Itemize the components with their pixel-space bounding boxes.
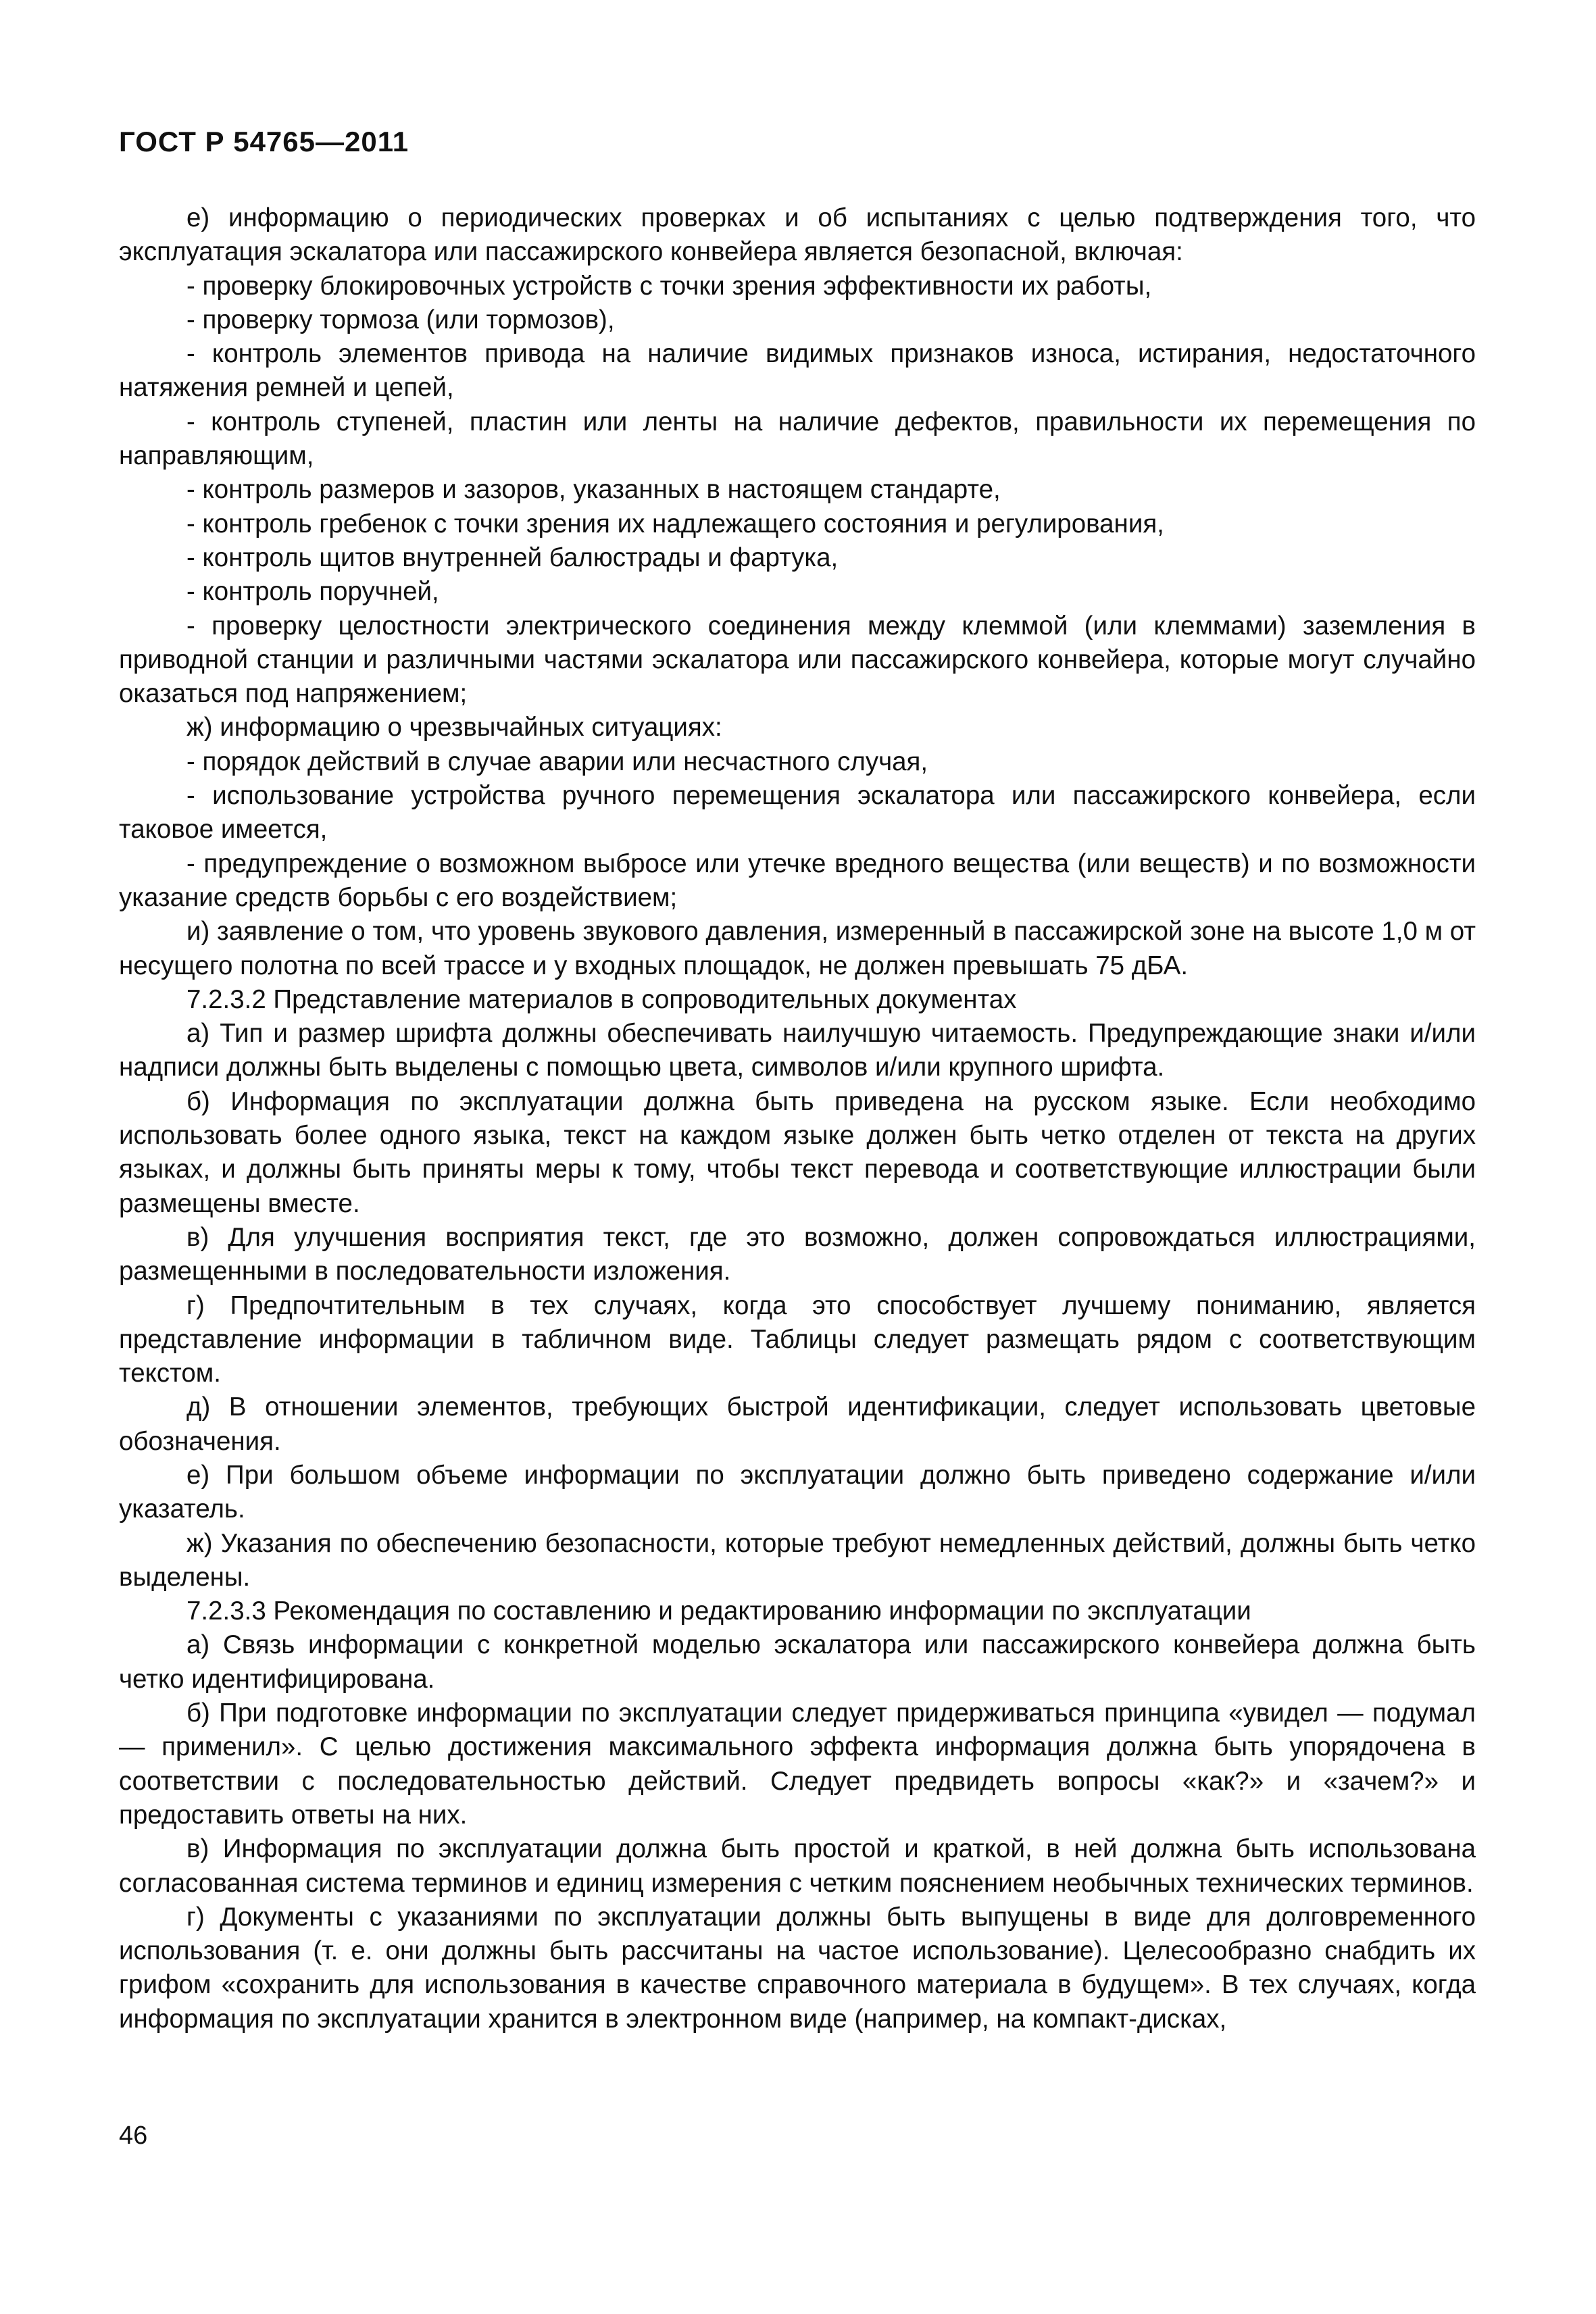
paragraph: г) Документы с указаниями по эксплуатации должны быть выпущены в виде для долговременного использования (т. е. они должны быть рассчитаны на частое использование). Целесообразно снабдить их грифом «сохранить для использования в качестве справочного материала в будущем». В тех случаях, когда информация по эксплуатации хранится в электронном виде (например, на компакт-дисках, (119, 1902, 1476, 2034)
paragraph: ж) информацию о чрезвычайных ситуациях: (186, 713, 722, 743)
paragraph: д) В отношении элементов, требующих быстрой идентификации, следует использовать цветовые обозначения. (119, 1392, 1476, 1456)
paragraph: - контроль элементов привода на наличие видимых признаков износа, истирания, недостаточного натяжения ремней и цепей, (119, 339, 1476, 403)
paragraph: и) заявление о том, что уровень звукового давления, измеренный в пассажирской зоне на высоте 1,0 м от несущего полотна по всей трассе и у входных площадок, не должен превышать 75 дБА. (119, 917, 1476, 980)
paragraph: е) информацию о периодических проверках и об испытаниях с целью подтверждения того, что эксплуатация эскалатора или пассажирского конвейера является безопасной, включая: (119, 203, 1476, 267)
paragraph: в) Для улучшения восприятия текст, где это возможно, должен сопровождаться иллюстрациями, размещенными в последовательности изложения. (119, 1222, 1476, 1286)
paragraph: - порядок действий в случае аварии или несчастного случая, (186, 747, 928, 776)
body-text (119, 201, 1476, 2036)
paragraph: - контроль щитов внутренней балюстрады и фартука, (186, 543, 839, 572)
paragraph: а) Связь информации с конкретной моделью эскалатора или пассажирского конвейера должна быть четко идентифицирована. (119, 1630, 1476, 1694)
paragraph: - использование устройства ручного перемещения эскалатора или пассажирского конвейера, если таковое имеется, (119, 781, 1476, 845)
paragraph: ж) Указания по обеспечению безопасности, которые требуют немедленных действий, должны быть четко выделены. (119, 1528, 1476, 1592)
paragraph: г) Предпочтительным в тех случаях, когда это способствует лучшему пониманию, является представление информации в табличном виде. Таблицы следует размещать рядом с соответствующим текстом. (119, 1290, 1476, 1388)
section-heading: 7.2.3.2 Представление материалов в сопроводительных документах (186, 984, 1017, 1014)
paragraph: а) Тип и размер шрифта должны обеспечивать наилучшую читаемость. Предупреждающие знаки и/или надписи должны быть выделены с помощью цвета, символов и/или крупного шрифта. (119, 1019, 1476, 1082)
paragraph: - контроль поручней, (186, 577, 439, 607)
page-number: 46 (119, 2121, 148, 2150)
paragraph: б) При подготовке информации по эксплуатации следует придерживаться принципа «увидел — подумал — применил». С целью достижения максимального эффекта информация должна быть упорядочена в соответствии с последовательностью действий. Следует предвидеть вопросы «как?» и «зачем?» и предоставить ответы на них. (119, 1699, 1476, 1830)
paragraph: е) При большом объеме информации по эксплуатации должно быть приведено содержание и/или указатель. (119, 1460, 1476, 1524)
paragraph: - предупреждение о возможном выбросе или утечке вредного вещества (или веществ) и по возможности указание средств борьбы с его воздействием; (119, 849, 1476, 912)
paragraph: - проверку тормоза (или тормозов), (186, 305, 615, 334)
document-header: ГОСТ Р 54765—2011 (119, 126, 409, 157)
paragraph: - контроль размеров и зазоров, указанных в настоящем стандарте, (186, 475, 1001, 505)
paragraph: - контроль ступеней, пластин или ленты на наличие дефектов, правильности их перемещения по направляющим, (119, 407, 1476, 471)
paragraph: б) Информация по эксплуатации должна быть приведена на русском языке. Если необходимо использовать более одного языка, текст на каждом языке должен быть четко отделен от текста на других языках, и должны быть приняты меры к тому, чтобы текст перевода и соответствующие иллюстрации были размещены вместе. (119, 1086, 1476, 1218)
paragraph: - проверку целостности электрического соединения между клеммой (или клеммами) заземления в приводной станции и различными частями эскалатора или пассажирского конвейера, которые могут случайно оказаться под напряжением; (119, 611, 1476, 709)
section-heading: 7.2.3.3 Рекомендация по составлению и редактированию информации по эксплуатации (186, 1596, 1251, 1626)
paragraph: - проверку блокировочных устройств с точки зрения эффективности их работы, (186, 271, 1152, 301)
paragraph: в) Информация по эксплуатации должна быть простой и краткой, в ней должна быть использована согласованная система терминов и единиц измерения с четким пояснением необычных технических терминов. (119, 1834, 1476, 1898)
paragraph: - контроль гребенок с точки зрения их надлежащего состояния и регулирования, (186, 509, 1164, 538)
